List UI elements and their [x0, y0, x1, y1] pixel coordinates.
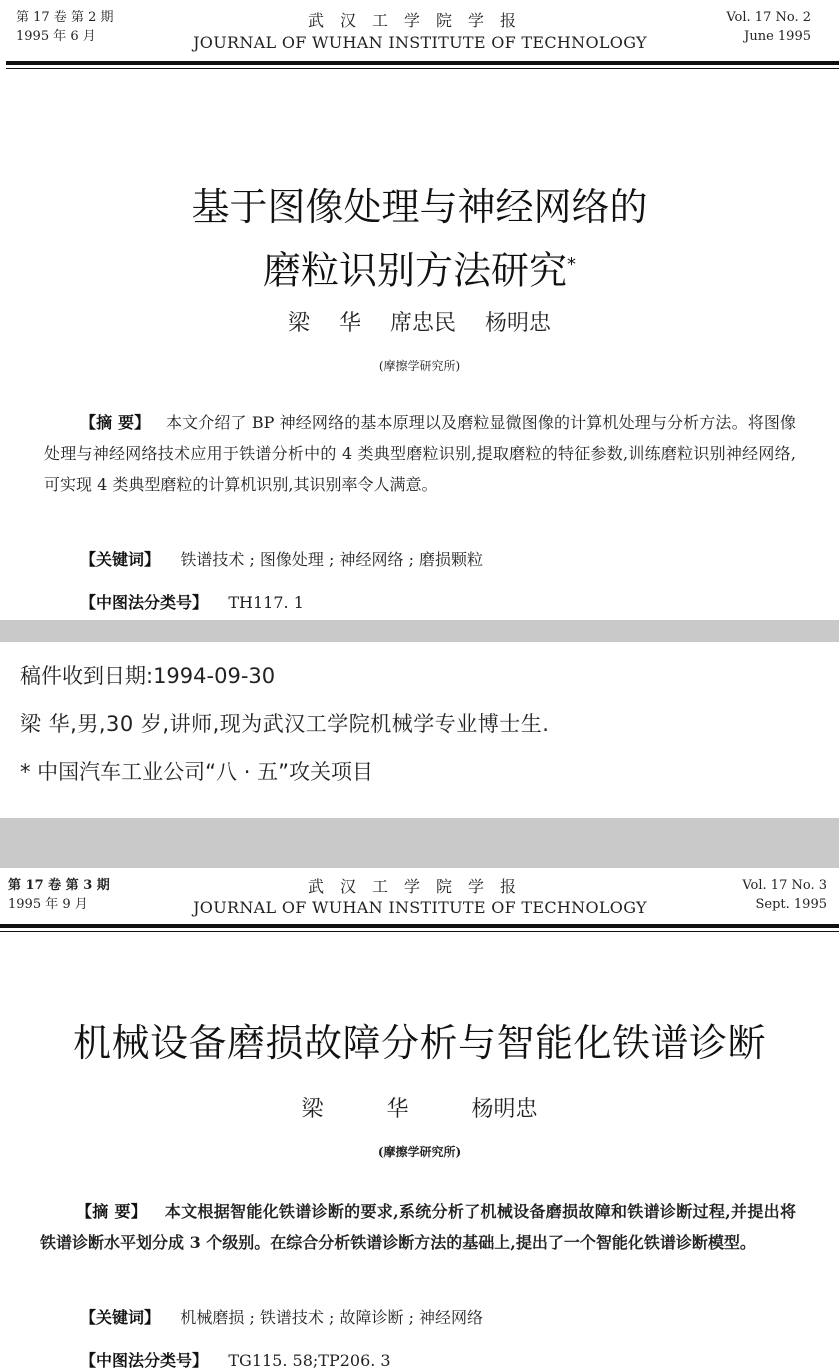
header-rule-thin-2	[0, 931, 839, 932]
article-title-line1: 基于图像处理与神经网络的	[191, 185, 648, 229]
keywords-2	[80, 1305, 483, 1328]
issue-month-2: Sept. 1995	[755, 897, 827, 912]
issue-volume-2: 第 17 卷 第 3 期	[8, 878, 110, 893]
article-title-2: 机械设备磨损故障分析与智能化铁谱诊断	[72, 1021, 766, 1065]
abstract	[44, 407, 796, 500]
issue-info-right-2	[742, 876, 827, 914]
abstract-text: 本文介绍了 BP 神经网络的基本原理以及磨粒显微图像的计算机处理与分析方法。将图像处理与神经网络技术应用于铁谱分析中的 4 类典型磨粒识别,提取磨粒的特征参数,训练磨粒识别神经网络,可实现 4 类典型磨粒的计算机识别,其识别率令人满意。	[44, 413, 796, 494]
footnote-received: 稿件收到日期:1994-09-30	[20, 664, 276, 688]
keywords-label: 【关键词】	[80, 550, 161, 569]
issue-month: June 1995	[744, 29, 811, 44]
abstract-label: 【摘 要】	[80, 413, 151, 432]
volume-number-2: Vol. 17 No. 3	[742, 878, 827, 893]
journal-title-cn: 武汉工学院学报	[307, 11, 532, 30]
journal-title-en-2: JOURNAL OF WUHAN INSTITUTE OF TECHNOLOGY	[193, 898, 647, 917]
classification-code-2: TG115. 58;TP206. 3	[228, 1351, 391, 1370]
separator-band-bottom	[0, 818, 839, 868]
footnote-project: * 中国汽车工业公司“八 · 五”攻关项目	[20, 760, 373, 784]
article-title-line2	[0, 240, 839, 296]
classification	[80, 590, 304, 613]
keywords-text-2: 机械磨损 ; 铁谱技术 ; 故障诊断 ; 神经网络	[180, 1308, 484, 1327]
issue-info-right	[726, 8, 811, 46]
abstract-text-2: 本文根据智能化铁谱诊断的要求,系统分析了机械设备磨损故障和铁谱诊断过程,并提出将铁谱诊断水平划分成 3 个级别。在综合分析铁谱诊断方法的基础上,提出了一个智能化铁谱诊断模型。	[40, 1202, 796, 1252]
issue-info-left	[16, 8, 113, 46]
journal-title-cn-2: 武汉工学院学报	[307, 877, 532, 896]
abstract-2	[40, 1196, 796, 1258]
issue-date-2: 1995 年 9 月	[8, 897, 88, 912]
footnote-author-info: 梁 华,男,30 岁,讲师,现为武汉工学院机械学专业博士生.	[20, 712, 550, 736]
issue-volume: 第 17 卷 第 2 期	[16, 10, 114, 25]
article-title-text: 磨粒识别方法研究	[262, 248, 567, 293]
abstract-label-2: 【摘 要】	[76, 1202, 148, 1221]
header-rule-thick-2	[0, 924, 839, 928]
author-list: 梁 华 席忠民 杨明忠	[288, 311, 551, 336]
classification-label: 【中图法分类号】	[80, 593, 209, 612]
separator-band-top	[0, 620, 839, 642]
issue-date: 1995 年 6 月	[16, 29, 96, 44]
keywords	[80, 547, 483, 570]
author-list-2: 梁 华 杨明忠	[301, 1097, 538, 1122]
journal-title-en: JOURNAL OF WUHAN INSTITUTE OF TECHNOLOGY	[193, 33, 647, 52]
classification-code: TH117. 1	[228, 593, 304, 612]
header-rule-thick	[6, 61, 839, 65]
affiliation-2: (摩擦学研究所)	[377, 1145, 462, 1159]
keywords-label-2: 【关键词】	[80, 1308, 161, 1327]
title-footnote-mark: *	[567, 254, 576, 275]
classification-label-2: 【中图法分类号】	[80, 1351, 209, 1370]
keywords-text: 铁谱技术 ; 图像处理 ; 神经网络 ; 磨损颗粒	[180, 550, 484, 569]
affiliation: (摩擦学研究所)	[378, 359, 461, 373]
issue-info-left-2	[8, 876, 110, 914]
header-rule-thin	[6, 68, 839, 69]
volume-number: Vol. 17 No. 2	[726, 10, 811, 25]
classification-2	[80, 1348, 391, 1371]
